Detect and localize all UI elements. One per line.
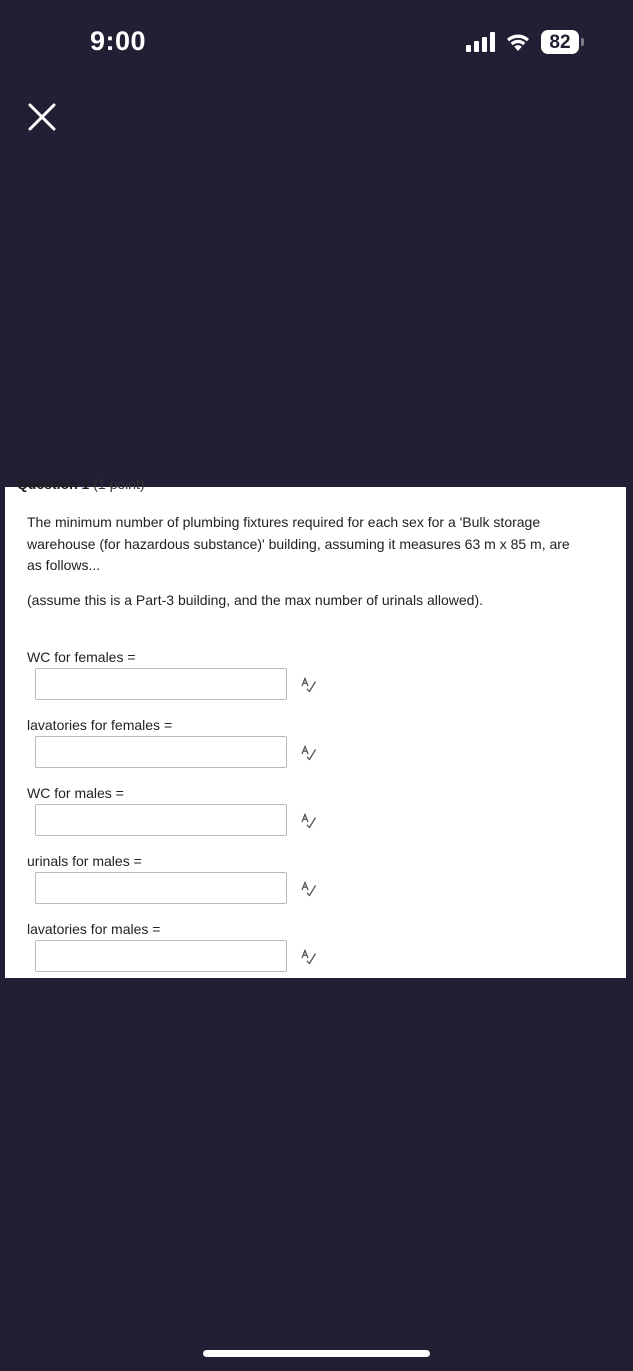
battery-icon [541,30,579,54]
question-panel [5,476,626,978]
wc-females-input[interactable] [35,668,287,700]
lavatories-females-label: lavatories for females = [27,717,173,733]
question-text: The minimum number of plumbing fixtures required for each sex for a 'Bulk storage warehouse (for hazardous substance)' building, assuming it measures 63 m x 85 m, are as follows... [27,514,570,573]
home-indicator[interactable] [203,1350,430,1357]
wc-males-input[interactable] [35,804,287,836]
close-icon [26,101,58,133]
lavatories-males-label: lavatories for males = [27,921,161,937]
spell-check-icon[interactable] [301,949,317,965]
spell-check-icon[interactable] [301,813,317,829]
spell-check-icon[interactable] [301,677,317,693]
status-icons [466,30,579,54]
battery-level: 82 [549,31,571,53]
lavatories-males-input[interactable] [35,940,287,972]
spell-check-icon[interactable] [301,881,317,897]
question-header [17,476,145,492]
cellular-signal-icon [466,32,495,52]
question-note: (assume this is a Part-3 building, and the max number of urinals allowed). [27,592,483,608]
urinals-males-input[interactable] [35,872,287,904]
spell-check-icon[interactable] [301,745,317,761]
urinals-males-label: urinals for males = [27,853,142,869]
wc-females-label: WC for females = [27,649,136,665]
question-points: (1 point) [93,476,145,492]
lavatories-females-input[interactable] [35,736,287,768]
wifi-icon [505,32,531,52]
close-button[interactable] [26,101,58,133]
status-time: 9:00 [90,26,147,56]
question-title: Question 1 [17,476,90,492]
battery-tip [581,38,584,46]
wc-males-label: WC for males = [27,785,124,801]
